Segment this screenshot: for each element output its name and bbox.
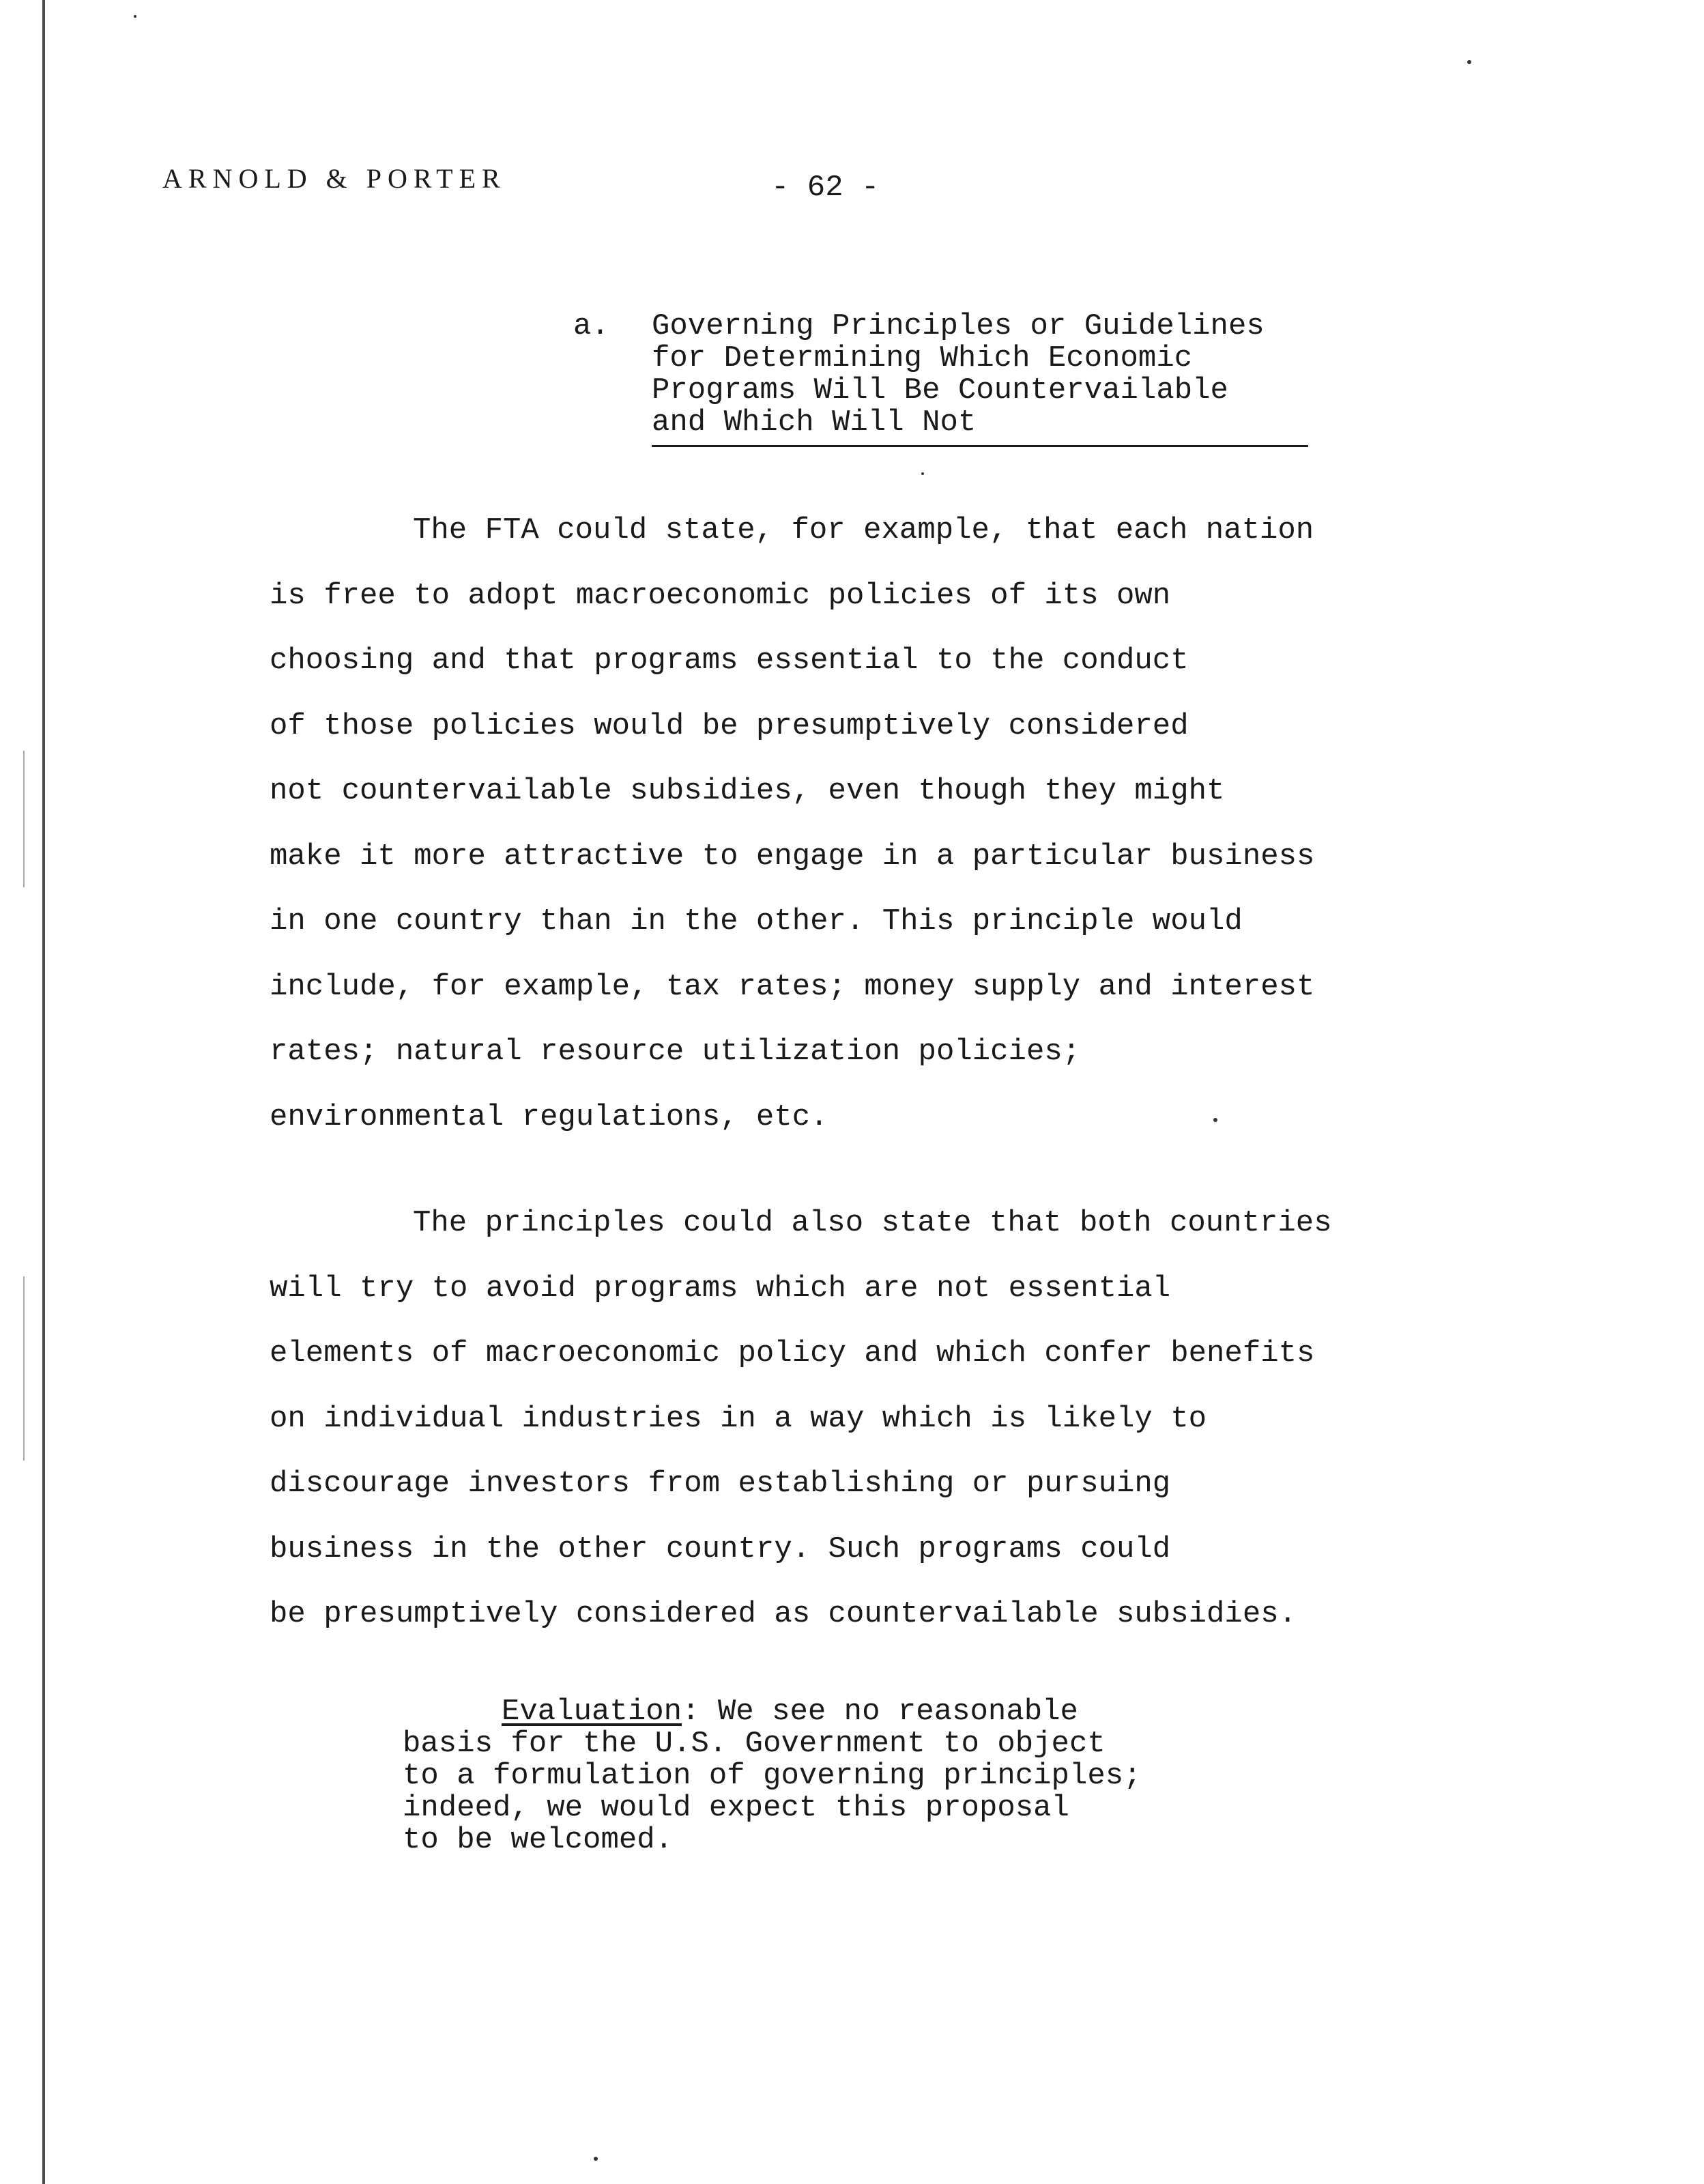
- scan-edge-faint-2: [23, 1276, 25, 1461]
- evaluation-line: to be welcomed.: [403, 1823, 674, 1857]
- paragraph-line: will try to avoid programs which are not essential: [270, 1271, 1171, 1306]
- paragraph-1: [270, 498, 1314, 1150]
- paragraph-line: The principles could also state that both countries: [413, 1206, 1332, 1240]
- evaluation-line: basis for the U.S. Government to object: [403, 1727, 1106, 1761]
- scan-speck: [594, 2157, 598, 2161]
- paragraph-line: on individual industries in a way which is likely to: [270, 1401, 1207, 1436]
- paragraph-line: of those policies would be presumptively considered: [270, 708, 1189, 743]
- paragraph-line: is free to adopt macroeconomic policies of its own: [270, 578, 1171, 613]
- paragraph-line: environmental regulations, etc.: [270, 1100, 828, 1134]
- section-title-line: for Determining Which Economic: [652, 341, 1193, 375]
- scan-speck: [1213, 1118, 1217, 1122]
- paragraph-line: be presumptively considered as countervailable subsidies.: [270, 1597, 1297, 1631]
- section-title: [652, 311, 1265, 439]
- paragraph-line: include, for example, tax rates; money supply and interest: [270, 969, 1315, 1004]
- paragraph-line: in one country than in the other. This principle would: [270, 904, 1243, 938]
- paragraph-line: choosing and that programs essential to the conduct: [270, 644, 1189, 678]
- evaluation-first-line: [403, 1696, 1142, 1728]
- scan-speck: [134, 15, 136, 18]
- paragraph-line: The FTA could state, for example, that each nation: [413, 513, 1314, 547]
- section-title-line: and Which Will Not: [652, 405, 977, 440]
- scan-edge-line: [42, 0, 45, 2184]
- section-letter: a.: [573, 309, 609, 343]
- evaluation-block: [403, 1696, 1142, 1856]
- paragraph-line: make it more attractive to engage in a particular business: [270, 839, 1315, 874]
- paragraph-line: business in the other country. Such programs could: [270, 1532, 1171, 1566]
- scan-speck: [1467, 60, 1471, 64]
- evaluation-line: to a formulation of governing principles;: [403, 1759, 1142, 1793]
- page-number: - 62 -: [771, 171, 880, 205]
- section-title-line: Programs Will Be Countervailable: [652, 373, 1228, 407]
- heading-underline: [652, 445, 1308, 447]
- evaluation-line: indeed, we would expect this proposal: [403, 1791, 1069, 1825]
- evaluation-first-line-text: : We see no reasonable: [682, 1695, 1078, 1729]
- section-title-line: Governing Principles or Guidelines: [652, 309, 1265, 343]
- paragraph-line: not countervailable subsidies, even though they might: [270, 774, 1225, 808]
- evaluation-label: Evaluation: [502, 1695, 682, 1729]
- scan-edge-faint-1: [23, 751, 25, 887]
- scan-speck: [921, 472, 924, 475]
- paragraph-line: elements of macroeconomic policy and which confer benefits: [270, 1336, 1315, 1370]
- paragraph-2: [270, 1191, 1332, 1648]
- paragraph-line: rates; natural resource utilization policies;: [270, 1035, 1081, 1069]
- paragraph-line: discourage investors from establishing or pursuing: [270, 1467, 1171, 1501]
- firm-name: ARNOLD & PORTER: [162, 163, 506, 194]
